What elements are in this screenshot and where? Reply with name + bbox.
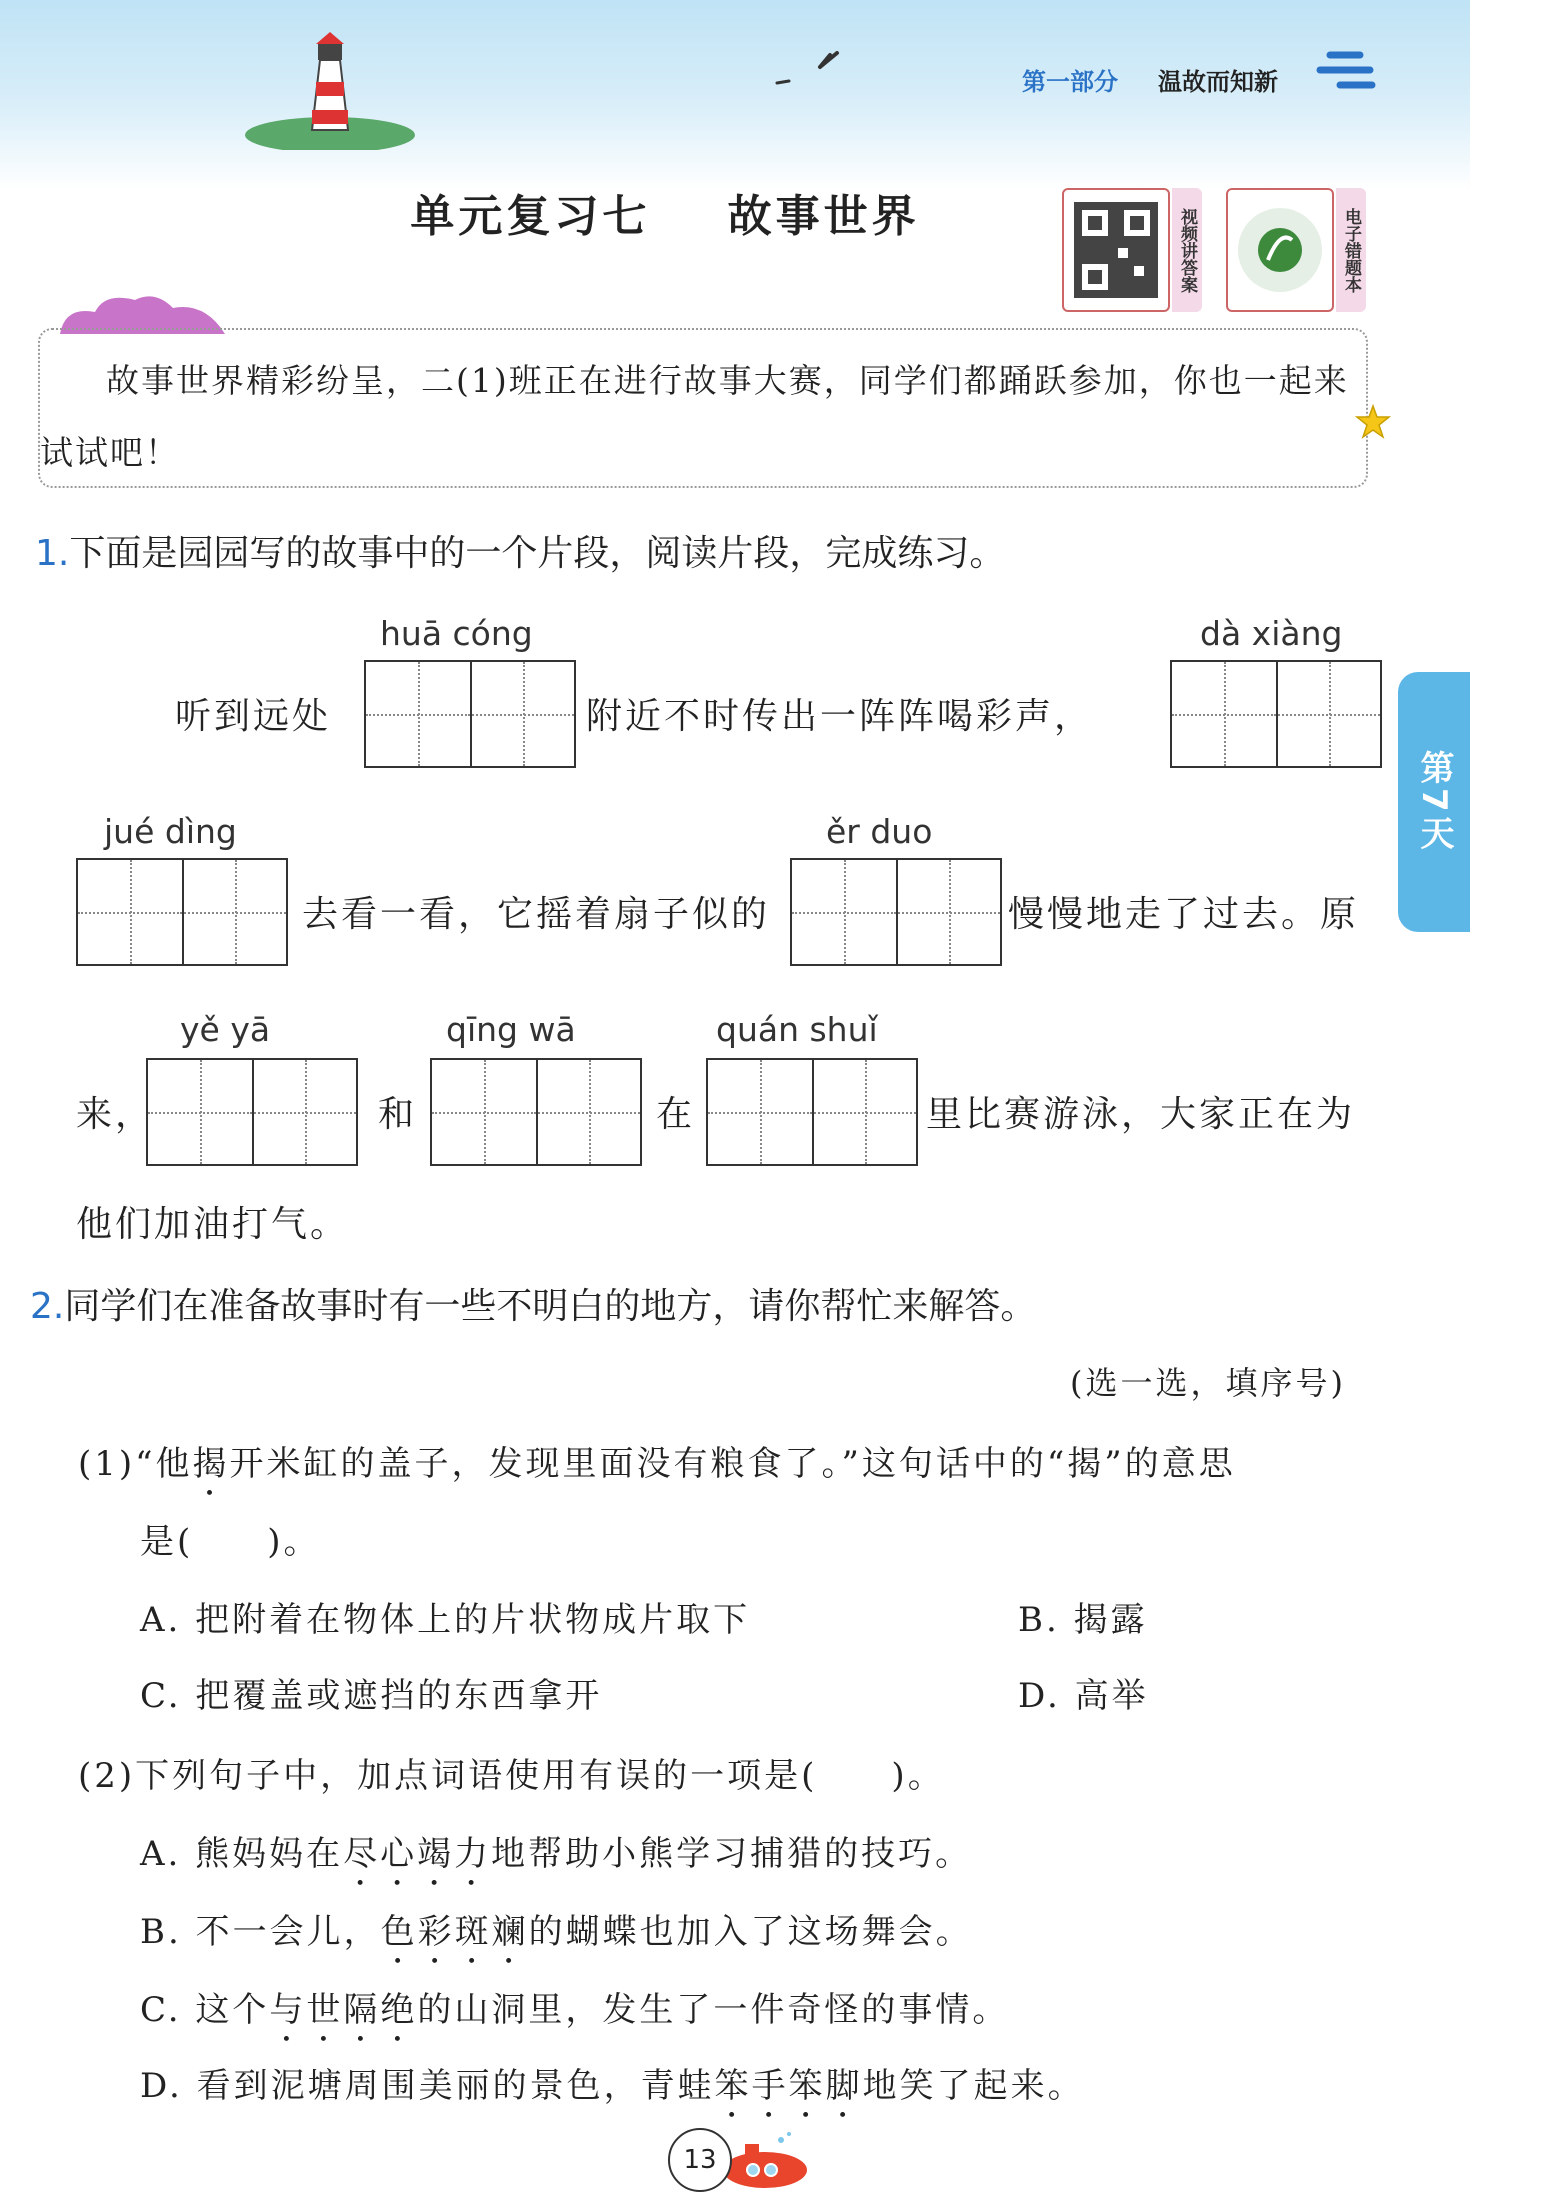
answer-grid-ye-ya[interactable] — [146, 1058, 358, 1166]
option-d[interactable]: D. 看到泥塘周围美丽的景色，青蛙笨手笨脚地笑了起来。 — [140, 2066, 1085, 2106]
section-label: 第一部分 — [1022, 68, 1118, 96]
q2-sub1-stem: (1)“他揭开米缸的盖子，发现里面没有粮食了。”这句话中的“揭”的意思 — [78, 1444, 1236, 1484]
qr-errors-label: 电子错题本 — [1336, 188, 1366, 312]
option-b[interactable]: B. 揭露 — [1018, 1600, 1148, 1640]
text-segment: 来， — [76, 1094, 155, 1135]
q2-hint: (选一选，填序号) — [1070, 1364, 1346, 1402]
q2-sub2-stem: (2)下列句子中，加点词语使用有误的一项是( )。 — [78, 1756, 945, 1796]
pinyin-qing-wa: qīng wā — [446, 1010, 576, 1049]
section-subtitle: 温故而知新 — [1158, 68, 1278, 96]
lighthouse-illustration — [240, 30, 420, 150]
option-d[interactable]: D. 高举 — [1018, 1676, 1149, 1716]
pinyin-da-xiang: dà xiàng — [1200, 614, 1343, 653]
text-segment: 里比赛游泳，大家正在为 — [926, 1094, 1356, 1135]
qr-code-errors[interactable] — [1226, 188, 1334, 312]
text-segment: 和 — [378, 1094, 418, 1135]
pinyin-jue-ding: jué dìng — [104, 812, 237, 851]
qr-video-label: 视频讲答案 — [1172, 188, 1202, 312]
answer-grid-da-xiang[interactable] — [1170, 660, 1382, 768]
decor-icon — [1310, 40, 1380, 100]
page-number: 13 — [668, 2128, 732, 2192]
pinyin-ye-ya: yě yā — [180, 1010, 271, 1049]
answer-grid-jue-ding[interactable] — [76, 858, 288, 966]
pinyin-hua-cong: huā cóng — [380, 614, 533, 653]
text-segment: 慢慢地走了过去。原 — [1008, 894, 1360, 935]
option-b[interactable]: B. 不一会儿，色彩斑斓的蝴蝶也加入了这场舞会。 — [140, 1912, 973, 1952]
q1-prompt: 1.下面是园园写的故事中的一个片段，阅读片段，完成练习。 — [35, 533, 1006, 574]
answer-grid-quan-shui[interactable] — [706, 1058, 918, 1166]
text-segment: 去看一看，它摇着扇子似的 — [302, 894, 771, 935]
bird-icon — [775, 45, 855, 95]
intro-text: 故事世界精彩纷呈，二(1)班正在进行故事大赛，同学们都踊跃参加，你也一起来试试吧！ — [40, 361, 1349, 472]
pinyin-quan-shui: quán shuǐ — [716, 1010, 878, 1049]
answer-grid-hua-cong[interactable] — [364, 660, 576, 768]
day-tab: 第7天 — [1398, 672, 1470, 932]
option-c[interactable]: C. 这个与世隔绝的山洞里，发生了一件奇怪的事情。 — [140, 1990, 1010, 2030]
answer-grid-qing-wa[interactable] — [430, 1058, 642, 1166]
answer-grid-er-duo[interactable] — [790, 858, 1002, 966]
page-title: 单元复习七 故事世界 — [410, 191, 920, 242]
q2-prompt: 2.同学们在准备故事时有一些不明白的地方，请你帮忙来解答。 — [30, 1286, 1037, 1327]
qr-code-video[interactable] — [1062, 188, 1170, 312]
option-c[interactable]: C. 把覆盖或遮挡的东西拿开 — [140, 1676, 603, 1716]
text-segment: 听到远处 — [175, 696, 332, 737]
option-a[interactable]: A. 把附着在物体上的片状物成片取下 — [140, 1600, 751, 1640]
text-segment: 他们加油打气。 — [76, 1204, 350, 1245]
text-segment: 附近不时传出一阵阵喝彩声， — [586, 696, 1094, 737]
qr-logo-icon — [1228, 190, 1332, 310]
star-icon — [1355, 404, 1391, 440]
pinyin-er-duo: ěr duo — [826, 812, 933, 851]
q2-sub1-stem-end: 是( )。 — [140, 1522, 321, 1562]
option-a[interactable]: A. 熊妈妈在尽心竭力地帮助小熊学习捕猎的技巧。 — [140, 1834, 973, 1874]
text-segment: 在 — [656, 1094, 696, 1135]
qr-icon — [1064, 190, 1168, 310]
